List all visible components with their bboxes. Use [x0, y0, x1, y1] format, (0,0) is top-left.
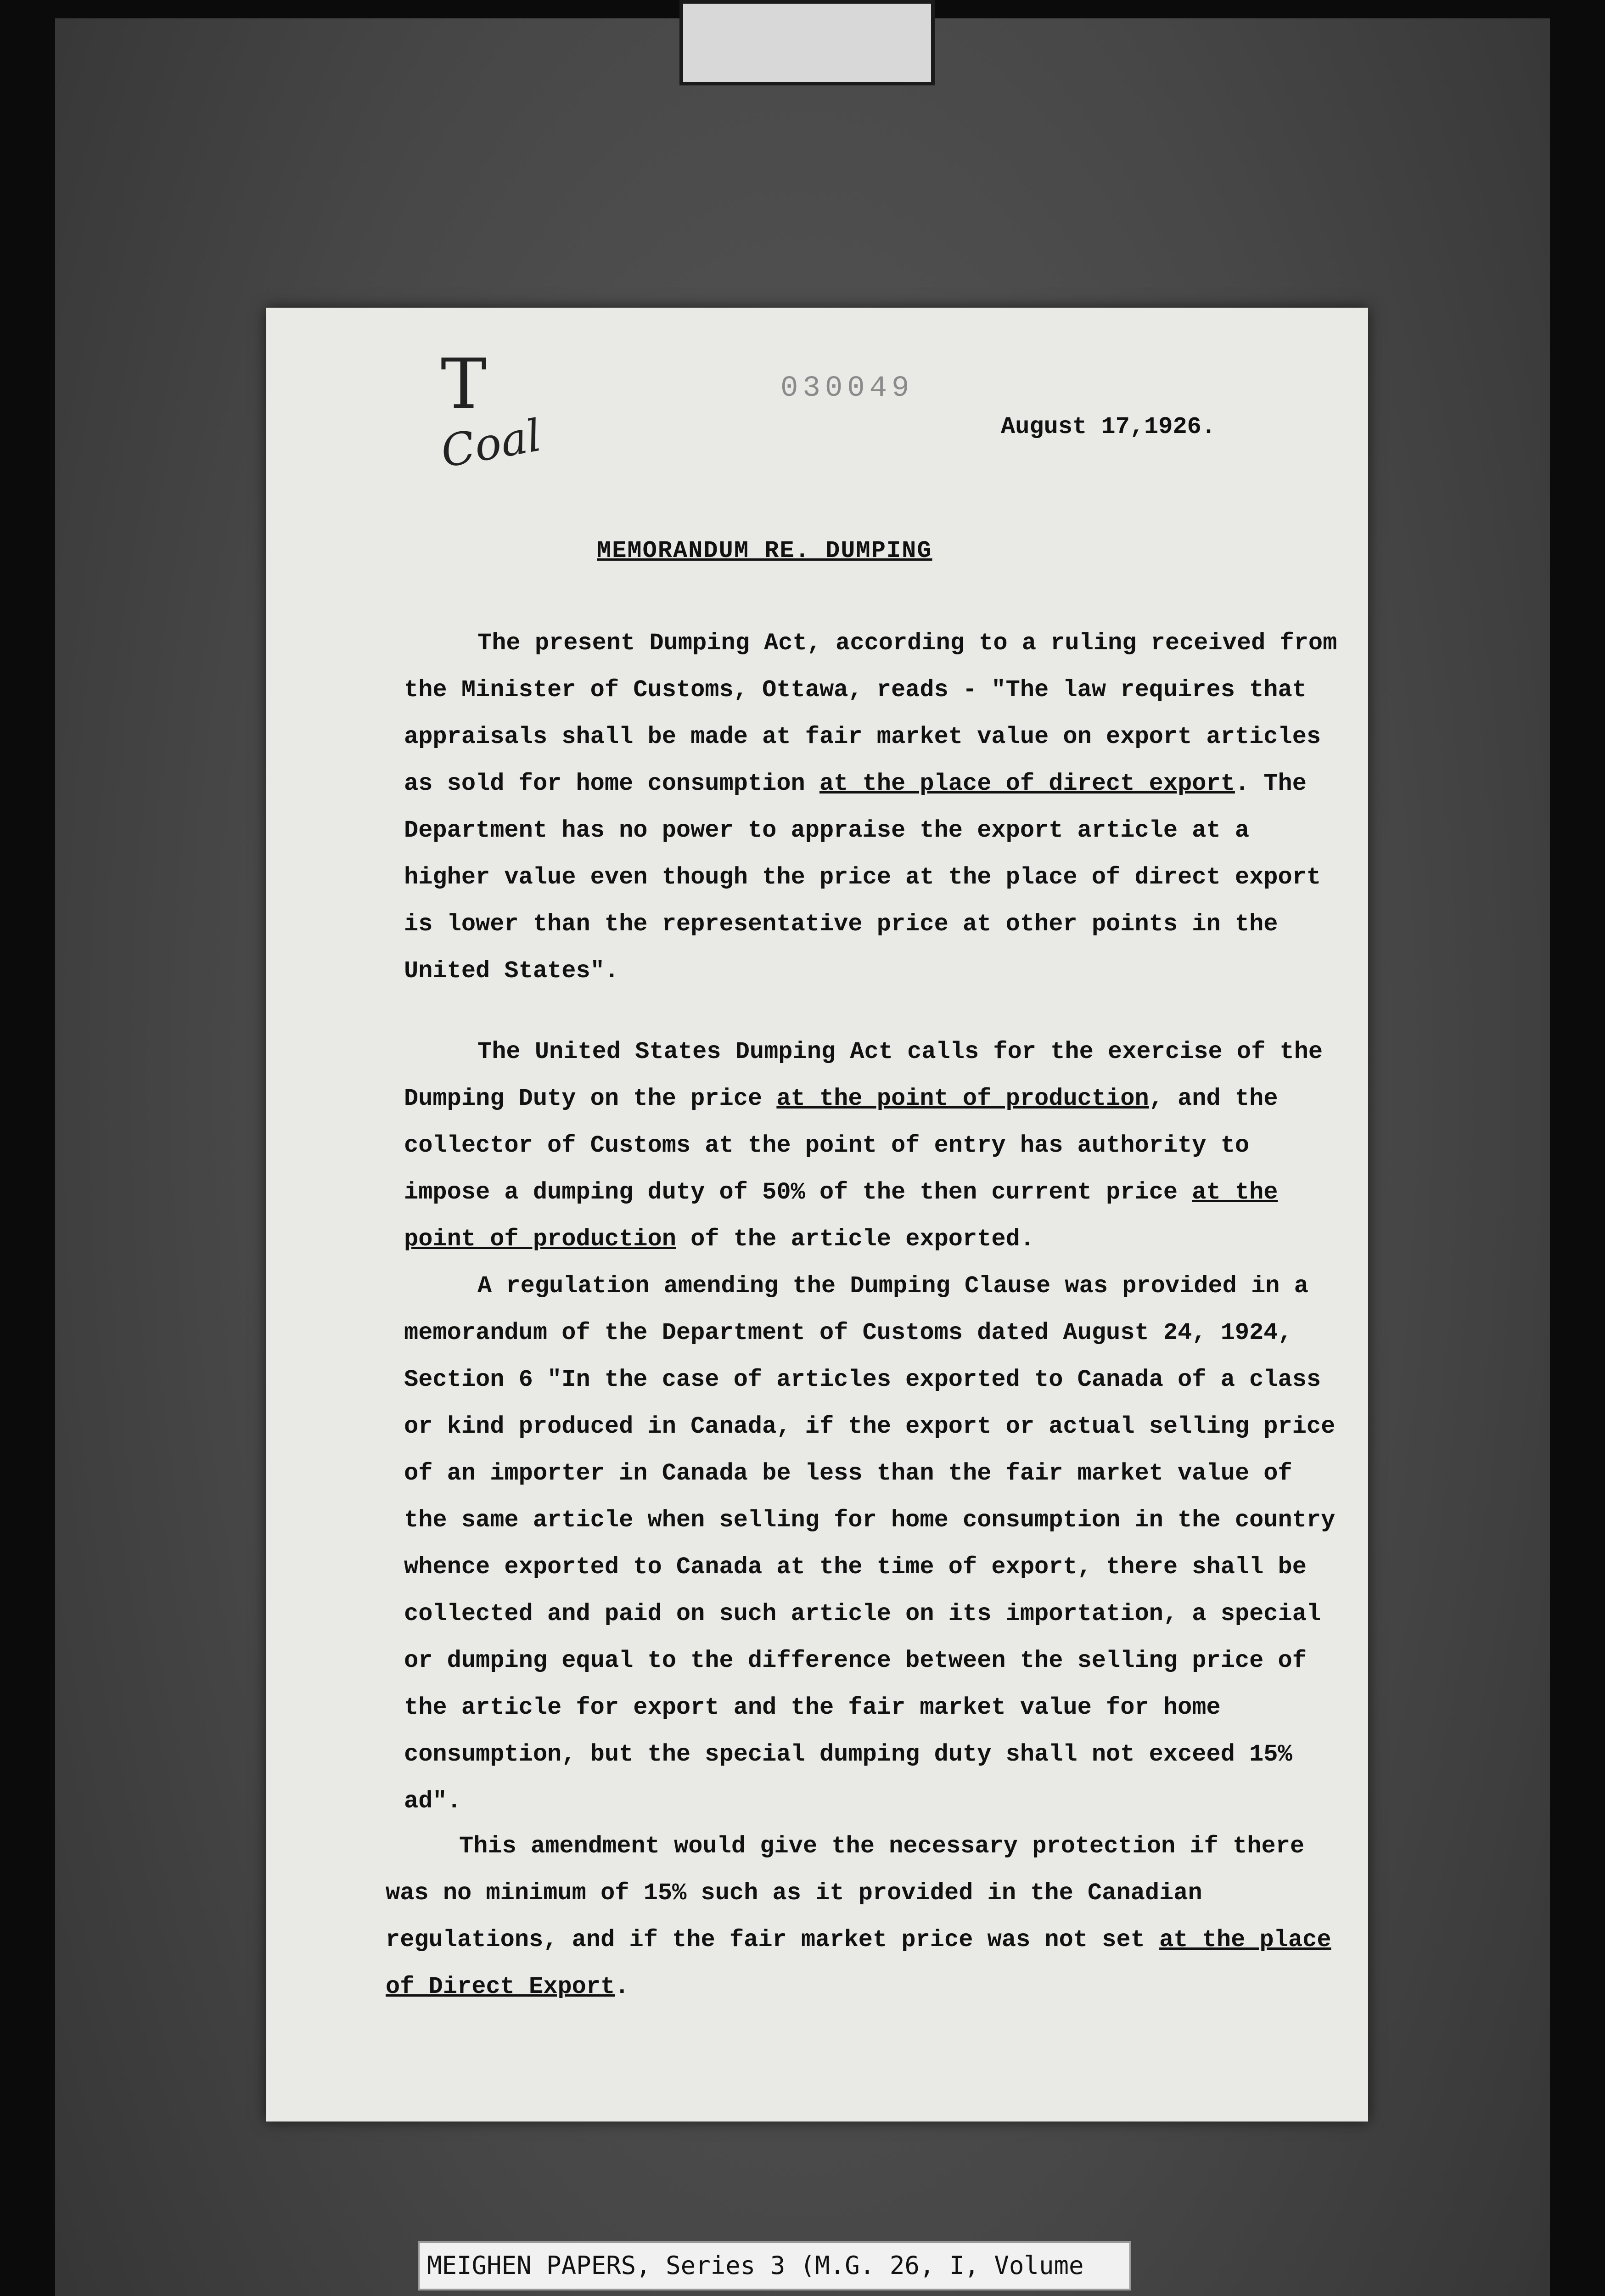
memo-date: August 17,1926.	[1001, 413, 1216, 440]
top-tab	[679, 0, 935, 85]
p2-text-b: , and the collector of Customs at the point of entry has authority to impose a dumping duty of 50% of the then current price	[404, 1085, 1278, 1206]
memo-page	[266, 308, 1368, 2122]
paragraph-1	[404, 620, 1341, 995]
paragraph-3	[404, 1263, 1341, 1825]
p1-text-a: The present Dumping Act, according to a ruling received from the Minister of Customs, Ottawa, reads - "The law requires that appraisals shall be made at fair market value on export articles as sold for home consumption	[404, 630, 1337, 797]
p4-text-a: This amendment would give the necessary protection if there was no minimum of 15% such as it provided in the Canadian regulations, and if the fair market price was not set	[386, 1833, 1305, 1953]
document-number: 030049	[780, 372, 914, 405]
series-label: MEIGHEN PAPERS, Series 3 (M.G. 26, I, Volume	[418, 2241, 1131, 2290]
p2-text-a: The United States Dumping Act calls for the exercise of the Dumping Duty on the price	[404, 1038, 1323, 1112]
handwritten-annotation-coal: Coal	[437, 409, 545, 478]
p2-underlined-2: at the point of production	[404, 1179, 1278, 1253]
p4-text-b: .	[615, 1973, 629, 2000]
p4-underlined: at the place of Direct Export	[386, 1926, 1331, 2000]
memo-title: MEMORANDUM RE. DUMPING	[597, 537, 932, 564]
paragraph-2	[404, 1029, 1341, 1263]
p1-underlined: at the place of direct export	[819, 770, 1235, 797]
p1-text-b: . The Department has no power to appraise the export article at a higher value even though the price at the place of direct export is lower than the representative price at other points in the United States".	[404, 770, 1321, 985]
p2-underlined-1: at the point of production	[776, 1085, 1149, 1112]
handwritten-annotation-t: T	[441, 344, 487, 424]
p3-text: A regulation amending the Dumping Clause was provided in a memorandum of the Department of Customs dated August 24, 1924, Section 6 "In the case of articles exported to Canada of a class or kind produced in Canada, if the export or actual selling price of an importer in Canada be less than the fair market value of the same article when selling for home consumption in the country whence exported to Canada at the time of export, there shall be collected and paid on such article on its importation, a special or dumping equal to the difference between the selling price of the article for export and the fair market value for home consumption, but the special dumping duty shall not exceed 15% ad".	[404, 1272, 1336, 1815]
p2-text-c: of the article exported.	[676, 1226, 1035, 1253]
paragraph-4	[386, 1823, 1350, 2010]
